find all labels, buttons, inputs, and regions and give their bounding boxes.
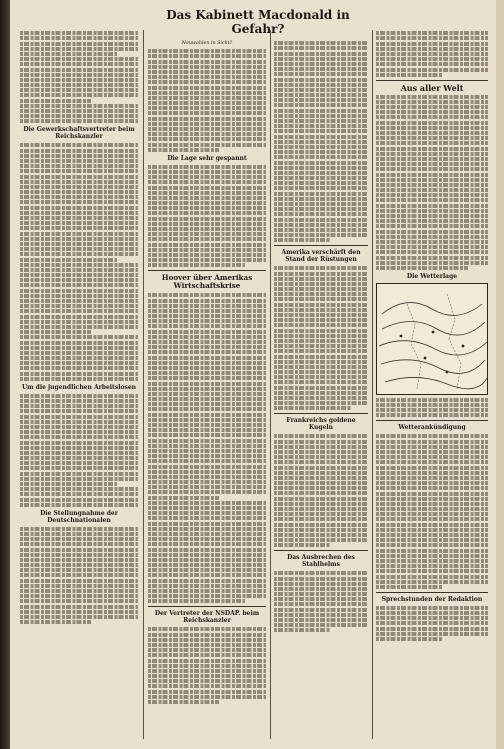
column-rule bbox=[270, 30, 271, 739]
col1-headline-3: Die Stellungnahme der Deutschnationalen bbox=[40, 509, 118, 524]
column-4 bbox=[376, 30, 488, 642]
weather-map bbox=[376, 283, 488, 395]
column-rule bbox=[143, 30, 144, 739]
banner-headline: Das Kabinett Macdonald in Gefahr? bbox=[166, 8, 350, 36]
col4-headline-1: Aus aller Welt bbox=[400, 82, 464, 93]
col3-headline-2: Frankreichs goldene Kugeln bbox=[286, 417, 356, 432]
next-page-edge bbox=[496, 0, 504, 749]
page-binding bbox=[0, 0, 10, 749]
column-3 bbox=[274, 40, 368, 634]
col4-headline-4: Sprechstunden der Redaktion bbox=[381, 595, 483, 603]
col2-subheadline-1: Neuwahlen in Sicht? bbox=[181, 41, 233, 46]
col1-headline-2: Um die jugendlichen Arbeitslosen bbox=[21, 383, 137, 391]
col3-headline-3: Das Ausbrechen des Stahlhelms bbox=[287, 554, 355, 569]
col1-headline-1: Die Gewerkschaftsvertreter beim Reichskanzler bbox=[23, 126, 135, 141]
col2-headline-4: Der Vertreter der NSDAP. beim Reichskanzler bbox=[154, 610, 260, 625]
col4-headline-2: Die Wetterlage bbox=[406, 272, 458, 280]
col2-headline-3: Hoover über Amerikas Wirtschaftskrise bbox=[161, 273, 253, 291]
col4-headline-3: Wetterankündigung bbox=[398, 424, 466, 432]
col3-headline-1: Amerika verschärft den Stand der Rüstungen bbox=[281, 249, 361, 264]
newspaper-page bbox=[10, 0, 496, 749]
column-2 bbox=[148, 40, 266, 705]
weather-map-svg bbox=[377, 284, 488, 394]
column-1 bbox=[20, 30, 138, 625]
col2-headline-2: Die Lage sehr gespannt bbox=[167, 154, 247, 162]
column-rule bbox=[372, 30, 373, 739]
